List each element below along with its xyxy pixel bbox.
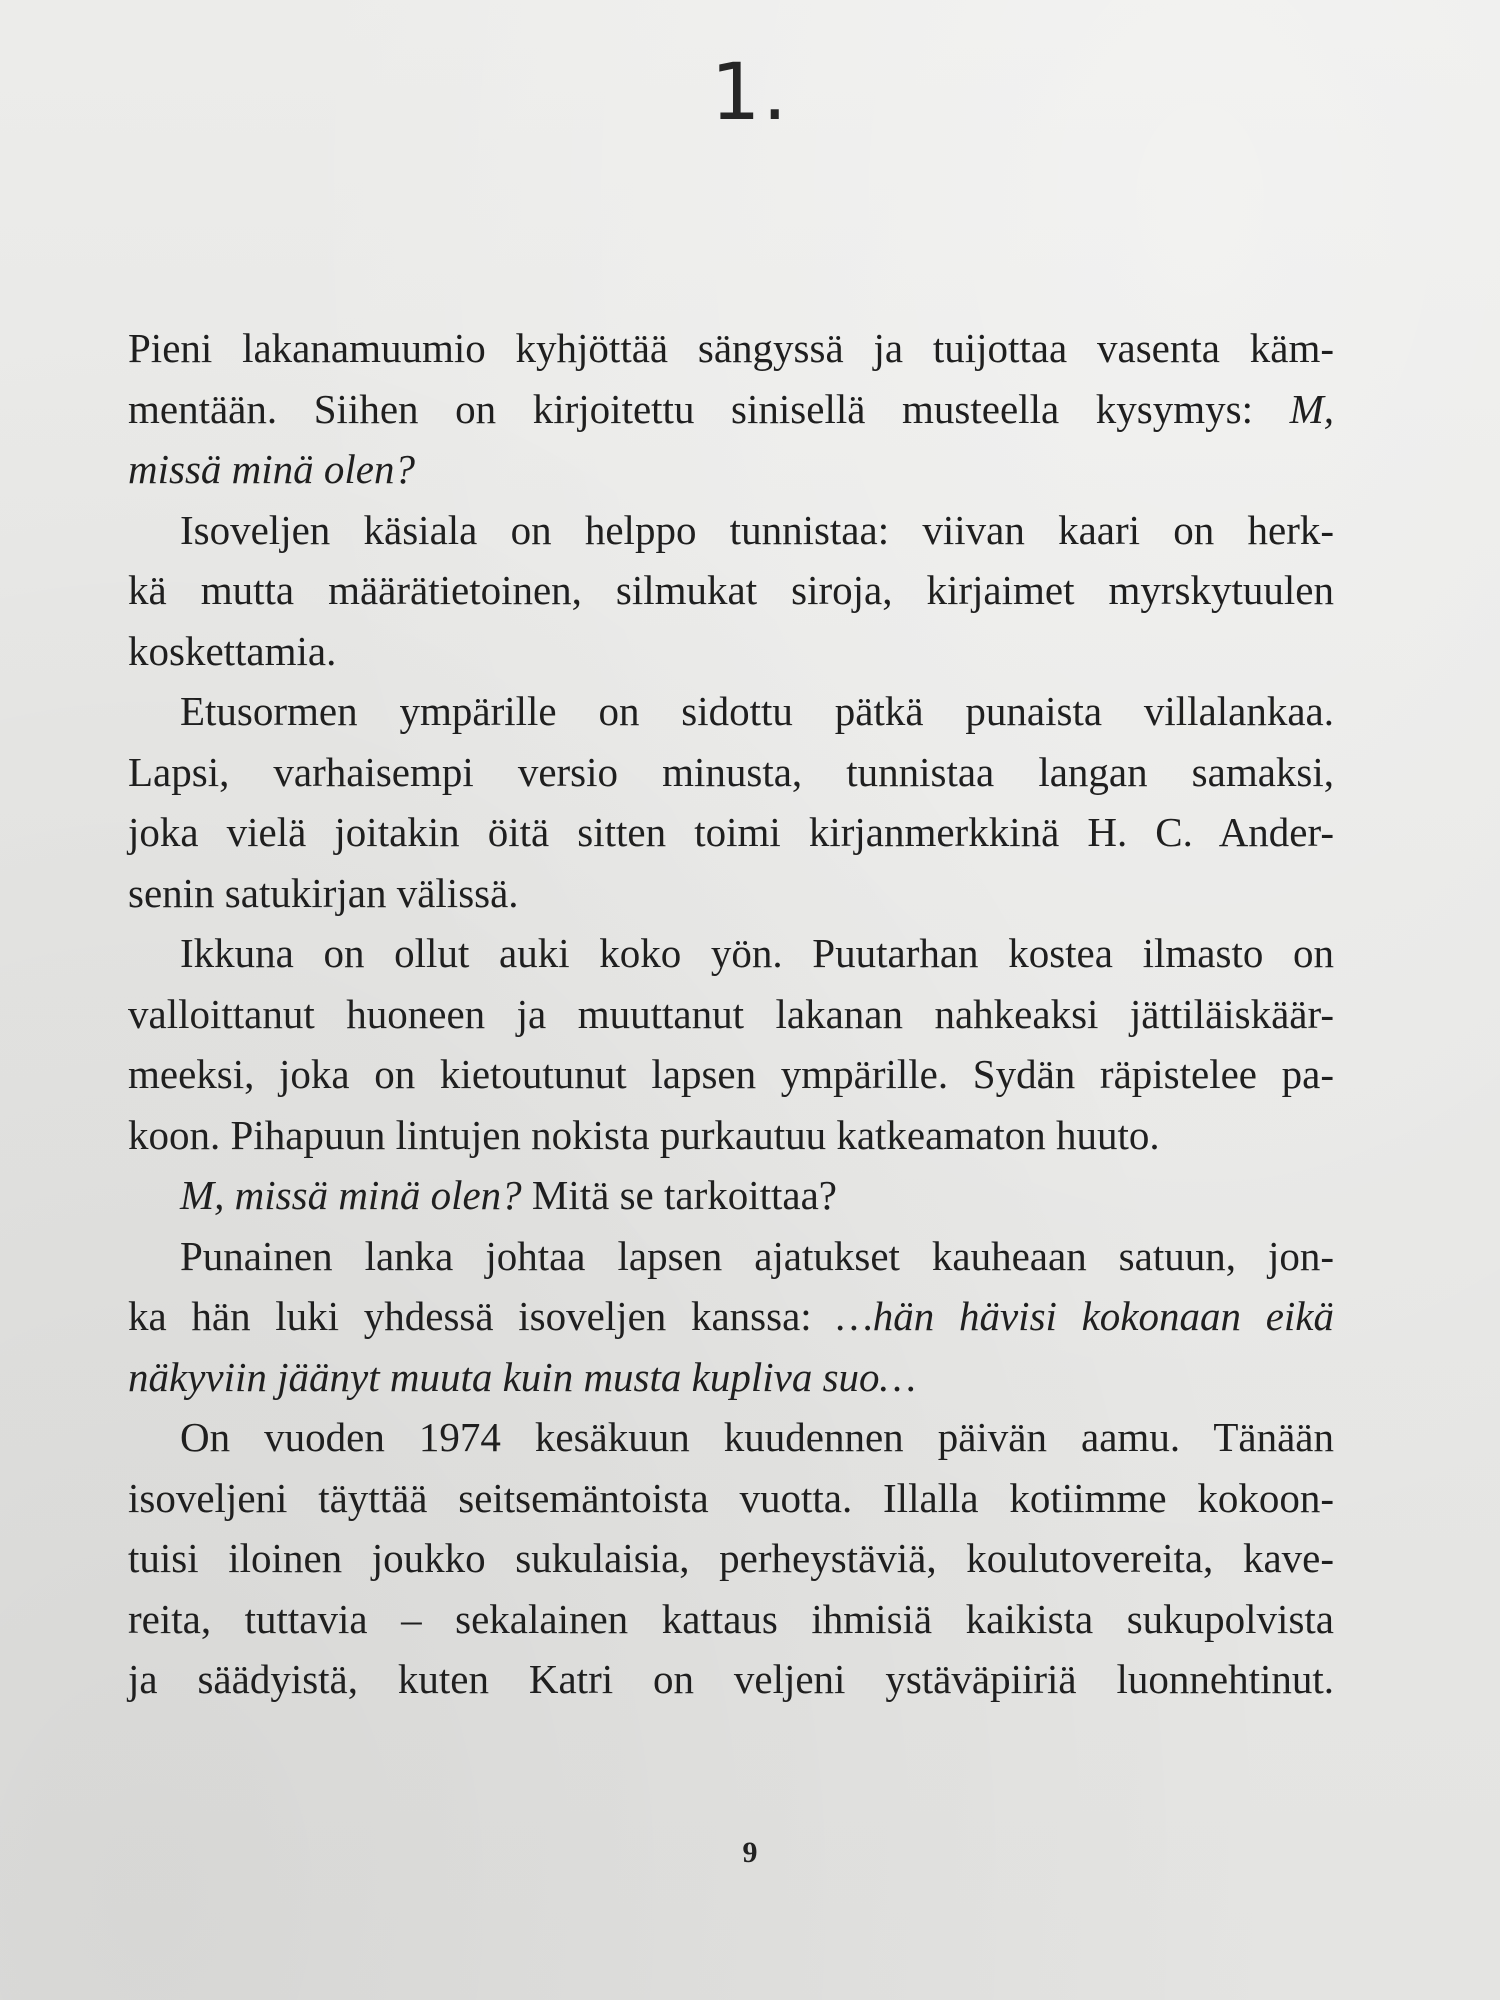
- text-run: ja säädyistä, kuten Katri on veljeni ystäväpiiriä luonnehtinut.: [128, 1656, 1334, 1702]
- italic-text: M, missä minä olen?: [180, 1172, 522, 1218]
- text-line: [128, 1528, 1334, 1589]
- text-run: Punainen lanka johtaa lapsen ajatukset kauheaan satuun, jon-: [180, 1232, 1334, 1279]
- text-line: [128, 379, 1334, 440]
- text-run: Isoveljen käsiala on helppo tunnistaa: viivan kaari on herk-: [180, 506, 1334, 553]
- text-run: joka vielä joitakin öitä sitten toimi kirjanmerkkinä H. C. Ander-: [128, 809, 1334, 855]
- text-run: reita, tuttavia – sekalainen kattaus ihmisiä kaikista sukupolvista: [128, 1595, 1334, 1642]
- text-line: [128, 1649, 1334, 1710]
- text-run: meeksi, joka on kietoutunut lapsen ympärille. Sydän räpistelee pa-: [128, 1051, 1334, 1097]
- text-line: [128, 923, 1334, 984]
- italic-text: M,: [1289, 385, 1334, 432]
- text-line: [128, 621, 1334, 682]
- text-line: [128, 863, 1334, 924]
- text-line: [128, 1286, 1334, 1347]
- text-run: valloittanut huoneen ja muuttanut lakanan nahkeaksi jättiläiskäär-: [128, 990, 1334, 1037]
- text-run: On vuoden 1974 kesäkuun kuudennen päivän aamu. Tänään: [180, 1414, 1334, 1460]
- text-line: [128, 318, 1334, 379]
- text-line: [128, 742, 1334, 803]
- text-run: Lapsi, varhaisempi versio minusta, tunnistaa langan samaksi,: [128, 748, 1334, 795]
- text-run: mentään. Siihen on kirjoitettu sinisellä musteella kysymys:: [128, 385, 1290, 432]
- text-line: [128, 681, 1334, 742]
- text-line: [128, 984, 1334, 1045]
- text-line: [128, 1347, 1334, 1408]
- text-line: [128, 1165, 1334, 1226]
- text-run: Mitä se tarkoittaa?: [521, 1172, 838, 1218]
- text-run: kä mutta määrätietoinen, silmukat siroja, kirjaimet myrskytuulen: [128, 567, 1334, 613]
- text-run: Pieni lakanamuumio kyhjöttää sängyssä ja tuijottaa vasenta käm-: [128, 325, 1334, 371]
- italic-text: missä minä olen?: [128, 446, 415, 492]
- italic-text: …hän hävisi kokonaan eikä: [836, 1293, 1334, 1339]
- text-line: [128, 1044, 1334, 1105]
- text-run: Ikkuna on ollut auki koko yön. Puutarhan kostea ilmasto on: [180, 930, 1334, 976]
- text-line: [128, 1226, 1334, 1287]
- chapter-number: 1.: [710, 48, 790, 138]
- text-line: [128, 802, 1334, 863]
- text-line: [128, 1407, 1334, 1468]
- text-run: senin satukirjan välissä.: [128, 869, 519, 916]
- text-run: tuisi iloinen joukko sukulaisia, perheystäviä, koulutovereita, kave-: [128, 1535, 1334, 1581]
- text-run: ka hän luki yhdessä isoveljen kanssa:: [128, 1293, 837, 1339]
- text-line: [128, 560, 1334, 621]
- text-line: [128, 439, 1334, 500]
- text-run: isoveljeni täyttää seitsemäntoista vuotta. Illalla kotiimme kokoon-: [128, 1474, 1334, 1521]
- text-line: [128, 1589, 1334, 1650]
- text-run: koskettamia.: [128, 627, 337, 674]
- text-line: [128, 1468, 1334, 1529]
- text-line: [128, 500, 1334, 561]
- text-run: koon. Pihapuun lintujen nokista purkautuu katkeamaton huuto.: [128, 1111, 1160, 1158]
- italic-text: näkyviin jäänyt muuta kuin musta kupliva suo…: [128, 1353, 916, 1400]
- body-text: [128, 318, 1334, 1710]
- text-line: [128, 1105, 1334, 1166]
- page-number: 9: [742, 1836, 758, 1869]
- text-run: Etusormen ympärille on sidottu pätkä punaista villalankaa.: [180, 688, 1334, 734]
